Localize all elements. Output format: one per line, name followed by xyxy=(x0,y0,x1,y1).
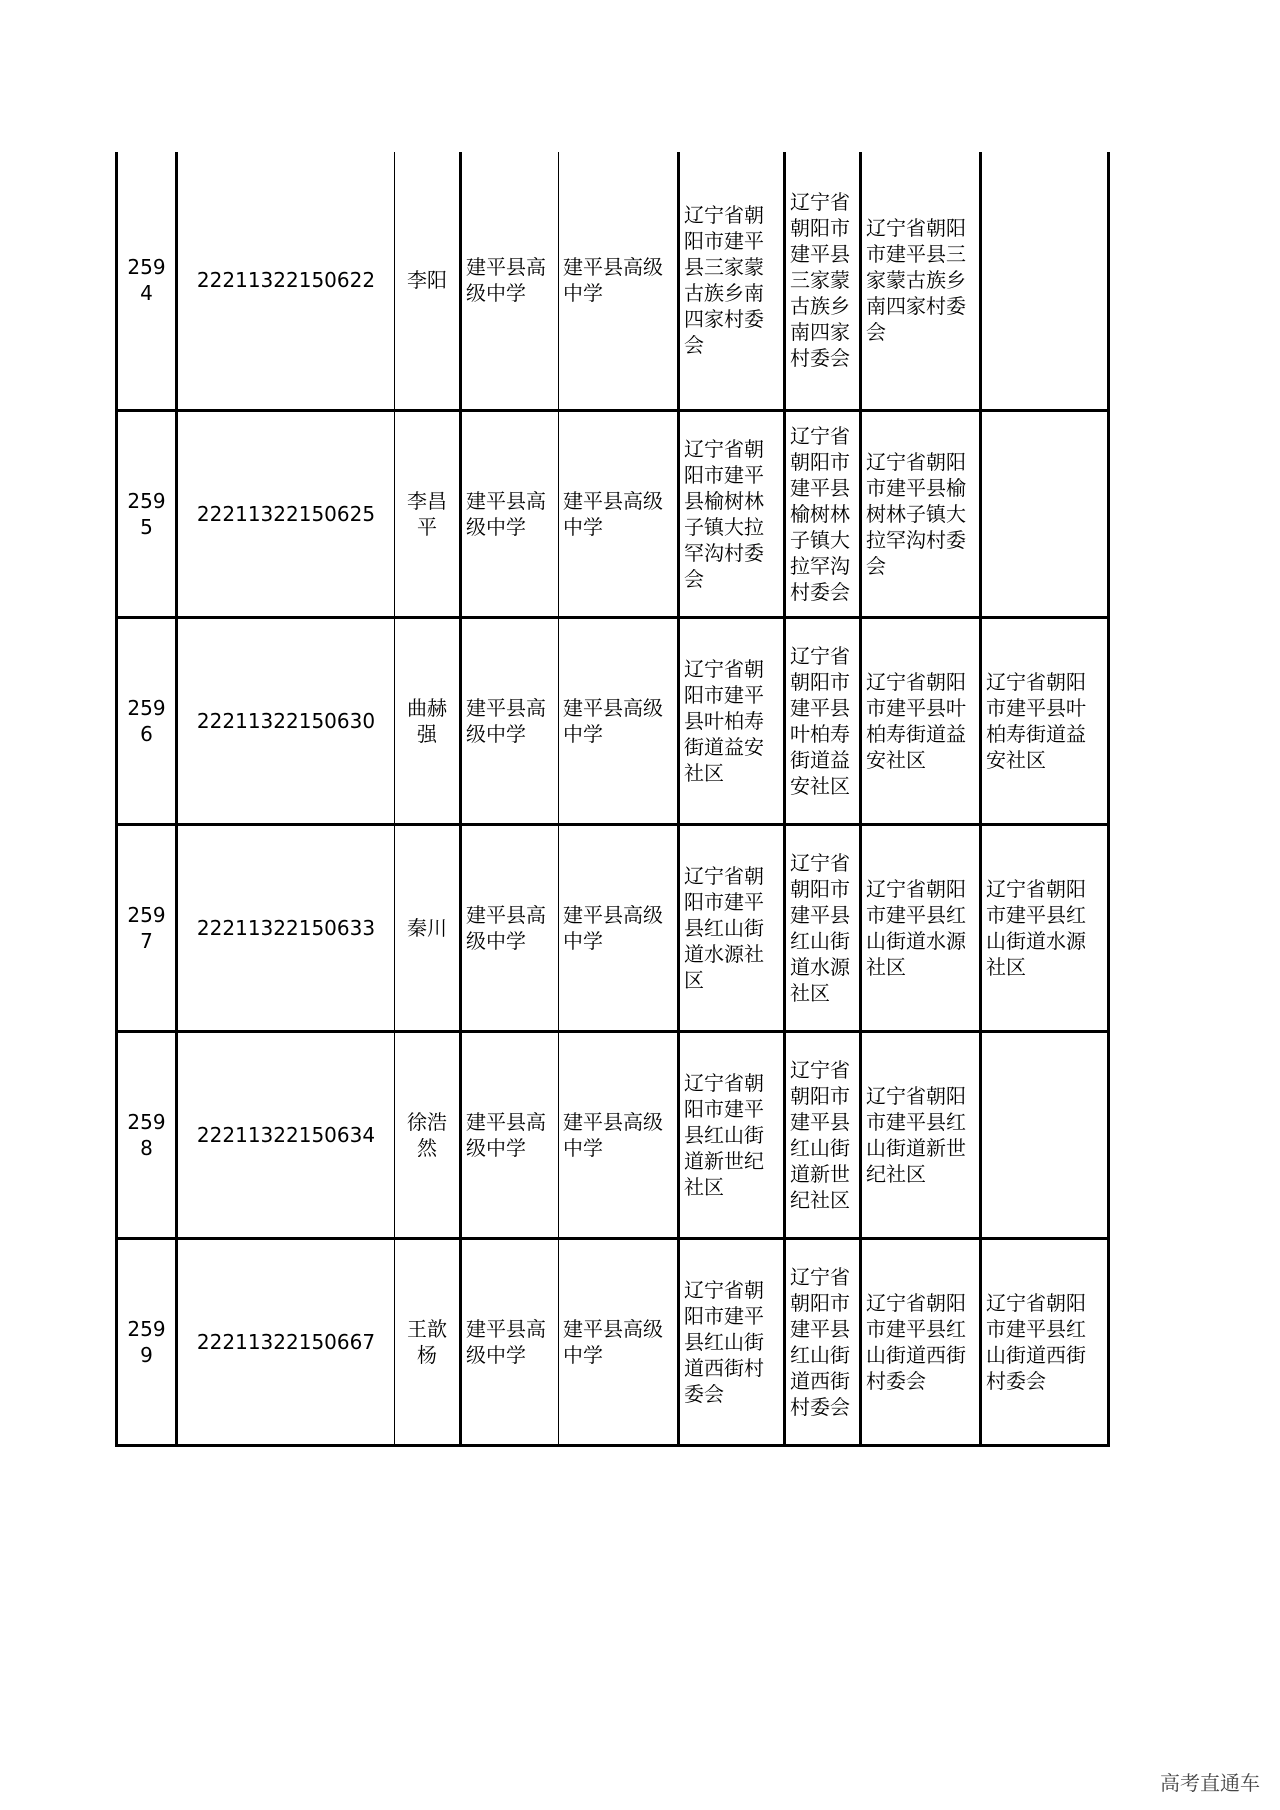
table-row xyxy=(117,1031,1109,1238)
school: 建平县高级中学 xyxy=(461,1238,559,1445)
table-row xyxy=(117,1238,1109,1445)
exam-id: 22211322150667 xyxy=(177,1238,395,1445)
student-name: 李昌平 xyxy=(395,410,461,617)
address-3: 辽宁省朝阳市建平县叶柏寿街道益安社区 xyxy=(861,617,981,824)
address-3: 辽宁省朝阳市建平县红山街道新世纪社区 xyxy=(861,1031,981,1238)
graduation-school: 建平县高级中学 xyxy=(559,824,679,1031)
row-index: 2594 xyxy=(117,152,177,410)
student-name: 秦川 xyxy=(395,824,461,1031)
exam-id: 22211322150630 xyxy=(177,617,395,824)
address-3: 辽宁省朝阳市建平县红山街道西街村委会 xyxy=(861,1238,981,1445)
address-1: 辽宁省朝阳市建平县红山街道西街村委会 xyxy=(679,1238,785,1445)
table-row xyxy=(117,410,1109,617)
exam-id: 22211322150625 xyxy=(177,410,395,617)
address-4 xyxy=(981,1031,1109,1238)
table-row xyxy=(117,824,1109,1031)
student-name: 李阳 xyxy=(395,152,461,410)
address-3: 辽宁省朝阳市建平县榆树林子镇大拉罕沟村委会 xyxy=(861,410,981,617)
graduation-school: 建平县高级中学 xyxy=(559,1238,679,1445)
student-name: 徐浩然 xyxy=(395,1031,461,1238)
school: 建平县高级中学 xyxy=(461,152,559,410)
graduation-school: 建平县高级中学 xyxy=(559,1031,679,1238)
exam-id: 22211322150633 xyxy=(177,824,395,1031)
address-2: 辽宁省朝阳市建平县三家蒙古族乡南四家村委会 xyxy=(785,152,861,410)
address-2: 辽宁省朝阳市建平县叶柏寿街道益安社区 xyxy=(785,617,861,824)
row-index: 2599 xyxy=(117,1238,177,1445)
address-2: 辽宁省朝阳市建平县红山街道西街村委会 xyxy=(785,1238,861,1445)
address-3: 辽宁省朝阳市建平县红山街道水源社区 xyxy=(861,824,981,1031)
table-row xyxy=(117,617,1109,824)
address-1: 辽宁省朝阳市建平县红山街道水源社区 xyxy=(679,824,785,1031)
graduation-school: 建平县高级中学 xyxy=(559,152,679,410)
address-2: 辽宁省朝阳市建平县红山街道新世纪社区 xyxy=(785,1031,861,1238)
address-4: 辽宁省朝阳市建平县红山街道水源社区 xyxy=(981,824,1109,1031)
address-2: 辽宁省朝阳市建平县榆树林子镇大拉罕沟村委会 xyxy=(785,410,861,617)
school: 建平县高级中学 xyxy=(461,410,559,617)
row-index: 2598 xyxy=(117,1031,177,1238)
school: 建平县高级中学 xyxy=(461,824,559,1031)
student-roster-table xyxy=(115,152,1110,1447)
student-name: 曲赫强 xyxy=(395,617,461,824)
address-3: 辽宁省朝阳市建平县三家蒙古族乡南四家村委会 xyxy=(861,152,981,410)
address-2: 辽宁省朝阳市建平县红山街道水源社区 xyxy=(785,824,861,1031)
row-index: 2597 xyxy=(117,824,177,1031)
address-4: 辽宁省朝阳市建平县红山街道西街村委会 xyxy=(981,1238,1109,1445)
school: 建平县高级中学 xyxy=(461,617,559,824)
address-1: 辽宁省朝阳市建平县叶柏寿街道益安社区 xyxy=(679,617,785,824)
address-1: 辽宁省朝阳市建平县三家蒙古族乡南四家村委会 xyxy=(679,152,785,410)
row-index: 2595 xyxy=(117,410,177,617)
graduation-school: 建平县高级中学 xyxy=(559,410,679,617)
address-4: 辽宁省朝阳市建平县叶柏寿街道益安社区 xyxy=(981,617,1109,824)
watermark-text: 高考直通车 xyxy=(1160,1771,1260,1795)
exam-id: 22211322150634 xyxy=(177,1031,395,1238)
address-1: 辽宁省朝阳市建平县榆树林子镇大拉罕沟村委会 xyxy=(679,410,785,617)
row-index: 2596 xyxy=(117,617,177,824)
table-row xyxy=(117,152,1109,410)
address-4 xyxy=(981,152,1109,410)
school: 建平县高级中学 xyxy=(461,1031,559,1238)
student-name: 王歆杨 xyxy=(395,1238,461,1445)
address-4 xyxy=(981,410,1109,617)
address-1: 辽宁省朝阳市建平县红山街道新世纪社区 xyxy=(679,1031,785,1238)
exam-id: 22211322150622 xyxy=(177,152,395,410)
graduation-school: 建平县高级中学 xyxy=(559,617,679,824)
